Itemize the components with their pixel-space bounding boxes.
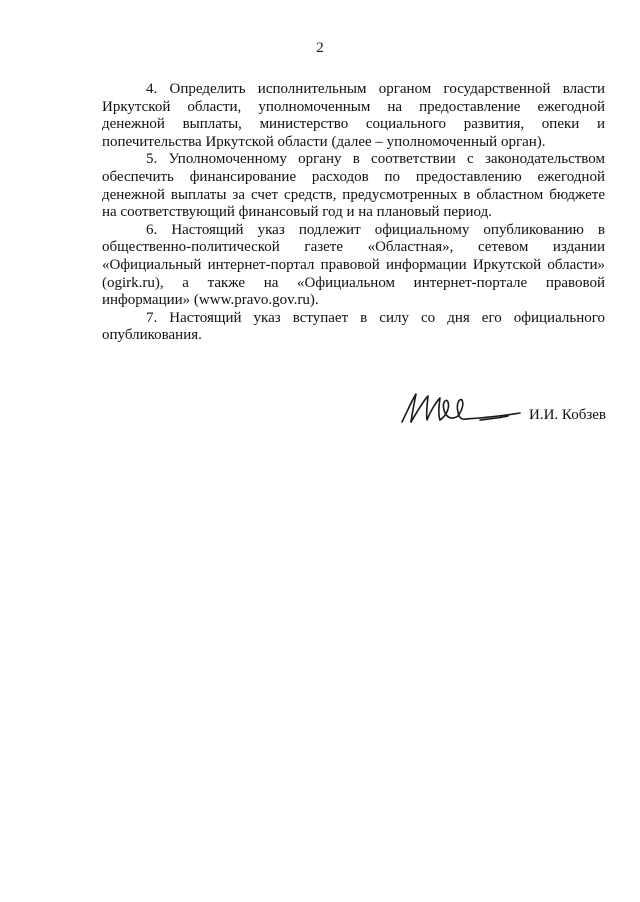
signer-name: И.И. Кобзев [529,407,606,423]
handwritten-signature-icon [396,386,526,436]
document-body [102,81,605,345]
paragraph-4: 4. Определить исполнительным органом государственной власти Иркутской области, уполномоченным на предоставление ежегодной денежной выплаты, министерство социального развития, опеки и попечительства Иркутской области (далее – уполномоченный орган). [102,81,605,150]
signature-block [396,386,606,446]
page-number: 2 [316,40,324,56]
paragraph-6: 6. Настоящий указ подлежит официальному опубликованию в общественно-политической газете «Областная», сетевом издании «Официальный интернет-портал правовой информации Иркутской области» (ogirk.ru), а также на «Официальном интернет-портале правовой информации» (www.pravo.gov.ru). [102,221,605,309]
paragraph-5: 5. Уполномоченному органу в соответствии с законодательством обеспечить финансирование расходов по предоставлению ежегодной денежной выплаты за счет средств, предусмотренных в областном бюджете на соответствующий финансовый год и на плановый период. [102,151,605,221]
paragraph-7: 7. Настоящий указ вступает в силу со дня его официального опубликования. [102,309,605,344]
